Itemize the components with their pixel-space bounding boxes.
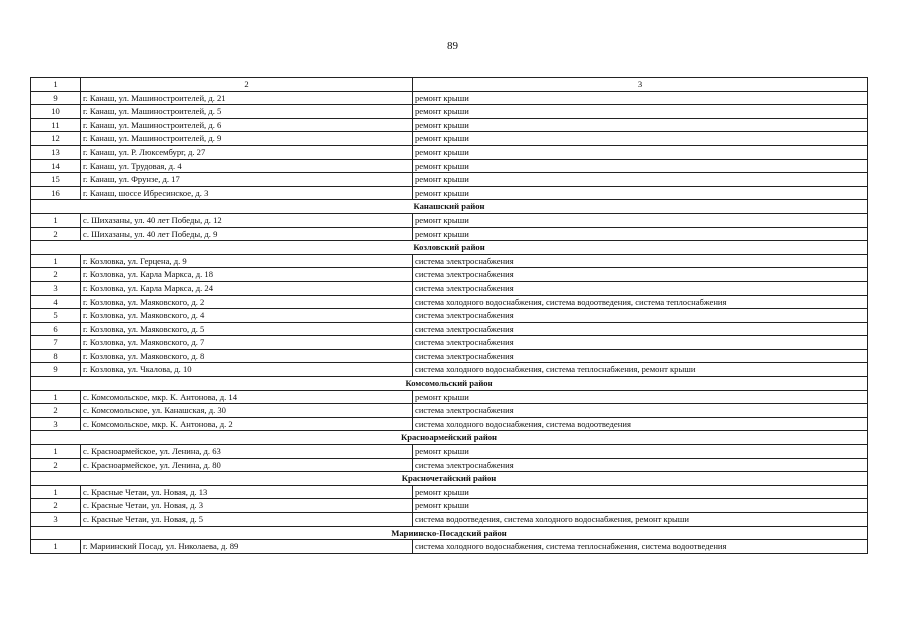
district-title: Мариинско-Посадский район bbox=[31, 526, 868, 540]
district-section-row bbox=[31, 200, 868, 214]
address-cell: с. Комсомольское, мкр. К. Антонова, д. 14 bbox=[81, 390, 413, 404]
table-row bbox=[31, 213, 868, 227]
address-cell: г. Канаш, ул. Машиностроителей, д. 21 bbox=[81, 91, 413, 105]
work-type-cell: система электроснабжения bbox=[413, 281, 868, 295]
district-section-row bbox=[31, 431, 868, 445]
table-row bbox=[31, 281, 868, 295]
work-type-cell: система водоотведения, система холодного водоснабжения, ремонт крыши bbox=[413, 513, 868, 527]
address-cell: г. Козловка, ул. Маяковского, д. 2 bbox=[81, 295, 413, 309]
column-number-header-row bbox=[31, 78, 868, 92]
address-cell: г. Козловка, ул. Герцена, д. 9 bbox=[81, 254, 413, 268]
district-section-row bbox=[31, 472, 868, 486]
address-cell: г. Козловка, ул. Чкалова, д. 10 bbox=[81, 363, 413, 377]
address-cell: г. Канаш, ул. Фрунзе, д. 17 bbox=[81, 173, 413, 187]
index-column-header: 1 bbox=[31, 78, 81, 92]
table-row bbox=[31, 540, 868, 554]
row-number-cell: 5 bbox=[31, 309, 81, 323]
table-row bbox=[31, 118, 868, 132]
table-row bbox=[31, 390, 868, 404]
address-cell: с. Шихазаны, ул. 40 лет Победы, д. 9 bbox=[81, 227, 413, 241]
work-type-cell: система холодного водоснабжения, система водоотведения bbox=[413, 417, 868, 431]
address-cell: г. Канаш, ул. Р. Люксембург, д. 27 bbox=[81, 145, 413, 159]
row-number-cell: 1 bbox=[31, 445, 81, 459]
work-type-cell: система холодного водоснабжения, система теплоснабжения, система водоотведения bbox=[413, 540, 868, 554]
work-type-cell: ремонт крыши bbox=[413, 499, 868, 513]
row-number-cell: 6 bbox=[31, 322, 81, 336]
table-body bbox=[31, 78, 868, 554]
row-number-cell: 1 bbox=[31, 540, 81, 554]
address-cell: г. Козловка, ул. Карла Маркса, д. 24 bbox=[81, 281, 413, 295]
district-title: Канашский район bbox=[31, 200, 868, 214]
address-cell: г. Канаш, ул. Машиностроителей, д. 9 bbox=[81, 132, 413, 146]
work-type-cell: ремонт крыши bbox=[413, 213, 868, 227]
row-number-cell: 12 bbox=[31, 132, 81, 146]
row-number-cell: 3 bbox=[31, 513, 81, 527]
table-row bbox=[31, 322, 868, 336]
row-number-cell: 2 bbox=[31, 458, 81, 472]
row-number-cell: 15 bbox=[31, 173, 81, 187]
row-number-cell: 2 bbox=[31, 499, 81, 513]
table-row bbox=[31, 363, 868, 377]
table-row bbox=[31, 254, 868, 268]
address-cell: г. Канаш, ул. Машиностроителей, д. 6 bbox=[81, 118, 413, 132]
address-cell: г. Канаш, ул. Машиностроителей, д. 5 bbox=[81, 105, 413, 119]
work-type-cell: система электроснабжения bbox=[413, 349, 868, 363]
table-row bbox=[31, 417, 868, 431]
work-type-cell: ремонт крыши bbox=[413, 159, 868, 173]
district-section-row bbox=[31, 526, 868, 540]
address-cell: г. Канаш, ул. Трудовая, д. 4 bbox=[81, 159, 413, 173]
address-cell: с. Красноармейское, ул. Ленина, д. 63 bbox=[81, 445, 413, 459]
table-row bbox=[31, 404, 868, 418]
work-type-cell: система холодного водоснабжения, система теплоснабжения, ремонт крыши bbox=[413, 363, 868, 377]
table-row bbox=[31, 295, 868, 309]
district-section-row bbox=[31, 377, 868, 391]
row-number-cell: 7 bbox=[31, 336, 81, 350]
work-type-cell: ремонт крыши bbox=[413, 118, 868, 132]
row-number-cell: 11 bbox=[31, 118, 81, 132]
repair-list-table bbox=[30, 77, 868, 554]
row-number-cell: 8 bbox=[31, 349, 81, 363]
table-row bbox=[31, 309, 868, 323]
address-cell: с. Красные Четаи, ул. Новая, д. 13 bbox=[81, 485, 413, 499]
address-cell: г. Козловка, ул. Маяковского, д. 7 bbox=[81, 336, 413, 350]
table-row bbox=[31, 349, 868, 363]
table-row bbox=[31, 145, 868, 159]
row-number-cell: 2 bbox=[31, 268, 81, 282]
district-title: Козловский район bbox=[31, 241, 868, 255]
table-row bbox=[31, 105, 868, 119]
address-cell: г. Мариинский Посад, ул. Николаева, д. 89 bbox=[81, 540, 413, 554]
work-type-cell: ремонт крыши bbox=[413, 186, 868, 200]
table-row bbox=[31, 513, 868, 527]
table-row bbox=[31, 159, 868, 173]
work-type-cell: ремонт крыши bbox=[413, 145, 868, 159]
address-cell: г. Козловка, ул. Маяковского, д. 4 bbox=[81, 309, 413, 323]
table-row bbox=[31, 336, 868, 350]
table-row bbox=[31, 499, 868, 513]
row-number-cell: 3 bbox=[31, 417, 81, 431]
row-number-cell: 9 bbox=[31, 91, 81, 105]
table-row bbox=[31, 227, 868, 241]
work-type-cell: ремонт крыши bbox=[413, 390, 868, 404]
district-title: Красночетайский район bbox=[31, 472, 868, 486]
work-type-cell: система электроснабжения bbox=[413, 404, 868, 418]
table-row bbox=[31, 186, 868, 200]
work-type-cell: ремонт крыши bbox=[413, 105, 868, 119]
work-type-cell: ремонт крыши bbox=[413, 91, 868, 105]
work-type-cell: ремонт крыши bbox=[413, 173, 868, 187]
work-type-column-header: 3 bbox=[413, 78, 868, 92]
table-row bbox=[31, 485, 868, 499]
work-type-cell: ремонт крыши bbox=[413, 445, 868, 459]
address-cell: с. Комсомольское, мкр. К. Антонова, д. 2 bbox=[81, 417, 413, 431]
work-type-cell: система электроснабжения bbox=[413, 458, 868, 472]
row-number-cell: 1 bbox=[31, 390, 81, 404]
address-cell: с. Красные Четаи, ул. Новая, д. 3 bbox=[81, 499, 413, 513]
work-type-cell: система электроснабжения bbox=[413, 254, 868, 268]
row-number-cell: 9 bbox=[31, 363, 81, 377]
address-column-header: 2 bbox=[81, 78, 413, 92]
table-row bbox=[31, 458, 868, 472]
work-type-cell: ремонт крыши bbox=[413, 485, 868, 499]
row-number-cell: 1 bbox=[31, 485, 81, 499]
address-cell: с. Шихазаны, ул. 40 лет Победы, д. 12 bbox=[81, 213, 413, 227]
work-type-cell: ремонт крыши bbox=[413, 227, 868, 241]
work-type-cell: система электроснабжения bbox=[413, 322, 868, 336]
table-row bbox=[31, 268, 868, 282]
address-cell: г. Канаш, шоссе Ибресинское, д. 3 bbox=[81, 186, 413, 200]
table-row bbox=[31, 91, 868, 105]
row-number-cell: 1 bbox=[31, 213, 81, 227]
row-number-cell: 14 bbox=[31, 159, 81, 173]
row-number-cell: 2 bbox=[31, 227, 81, 241]
address-cell: г. Козловка, ул. Маяковского, д. 5 bbox=[81, 322, 413, 336]
row-number-cell: 1 bbox=[31, 254, 81, 268]
row-number-cell: 10 bbox=[31, 105, 81, 119]
work-type-cell: система электроснабжения bbox=[413, 268, 868, 282]
district-title: Красноармейский район bbox=[31, 431, 868, 445]
row-number-cell: 2 bbox=[31, 404, 81, 418]
work-type-cell: система электроснабжения bbox=[413, 309, 868, 323]
table-row bbox=[31, 132, 868, 146]
row-number-cell: 3 bbox=[31, 281, 81, 295]
row-number-cell: 13 bbox=[31, 145, 81, 159]
district-title: Комсомольский район bbox=[31, 377, 868, 391]
work-type-cell: ремонт крыши bbox=[413, 132, 868, 146]
work-type-cell: система электроснабжения bbox=[413, 336, 868, 350]
address-cell: с. Красноармейское, ул. Ленина, д. 80 bbox=[81, 458, 413, 472]
work-type-cell: система холодного водоснабжения, система водоотведения, система теплоснабжения bbox=[413, 295, 868, 309]
address-cell: с. Красные Четаи, ул. Новая, д. 5 bbox=[81, 513, 413, 527]
address-cell: г. Козловка, ул. Карла Маркса, д. 18 bbox=[81, 268, 413, 282]
address-cell: с. Комсомольское, ул. Канашская, д. 30 bbox=[81, 404, 413, 418]
district-section-row bbox=[31, 241, 868, 255]
row-number-cell: 16 bbox=[31, 186, 81, 200]
address-cell: г. Козловка, ул. Маяковского, д. 8 bbox=[81, 349, 413, 363]
table-row bbox=[31, 445, 868, 459]
row-number-cell: 4 bbox=[31, 295, 81, 309]
page-number: 89 bbox=[447, 40, 458, 52]
table-row bbox=[31, 173, 868, 187]
